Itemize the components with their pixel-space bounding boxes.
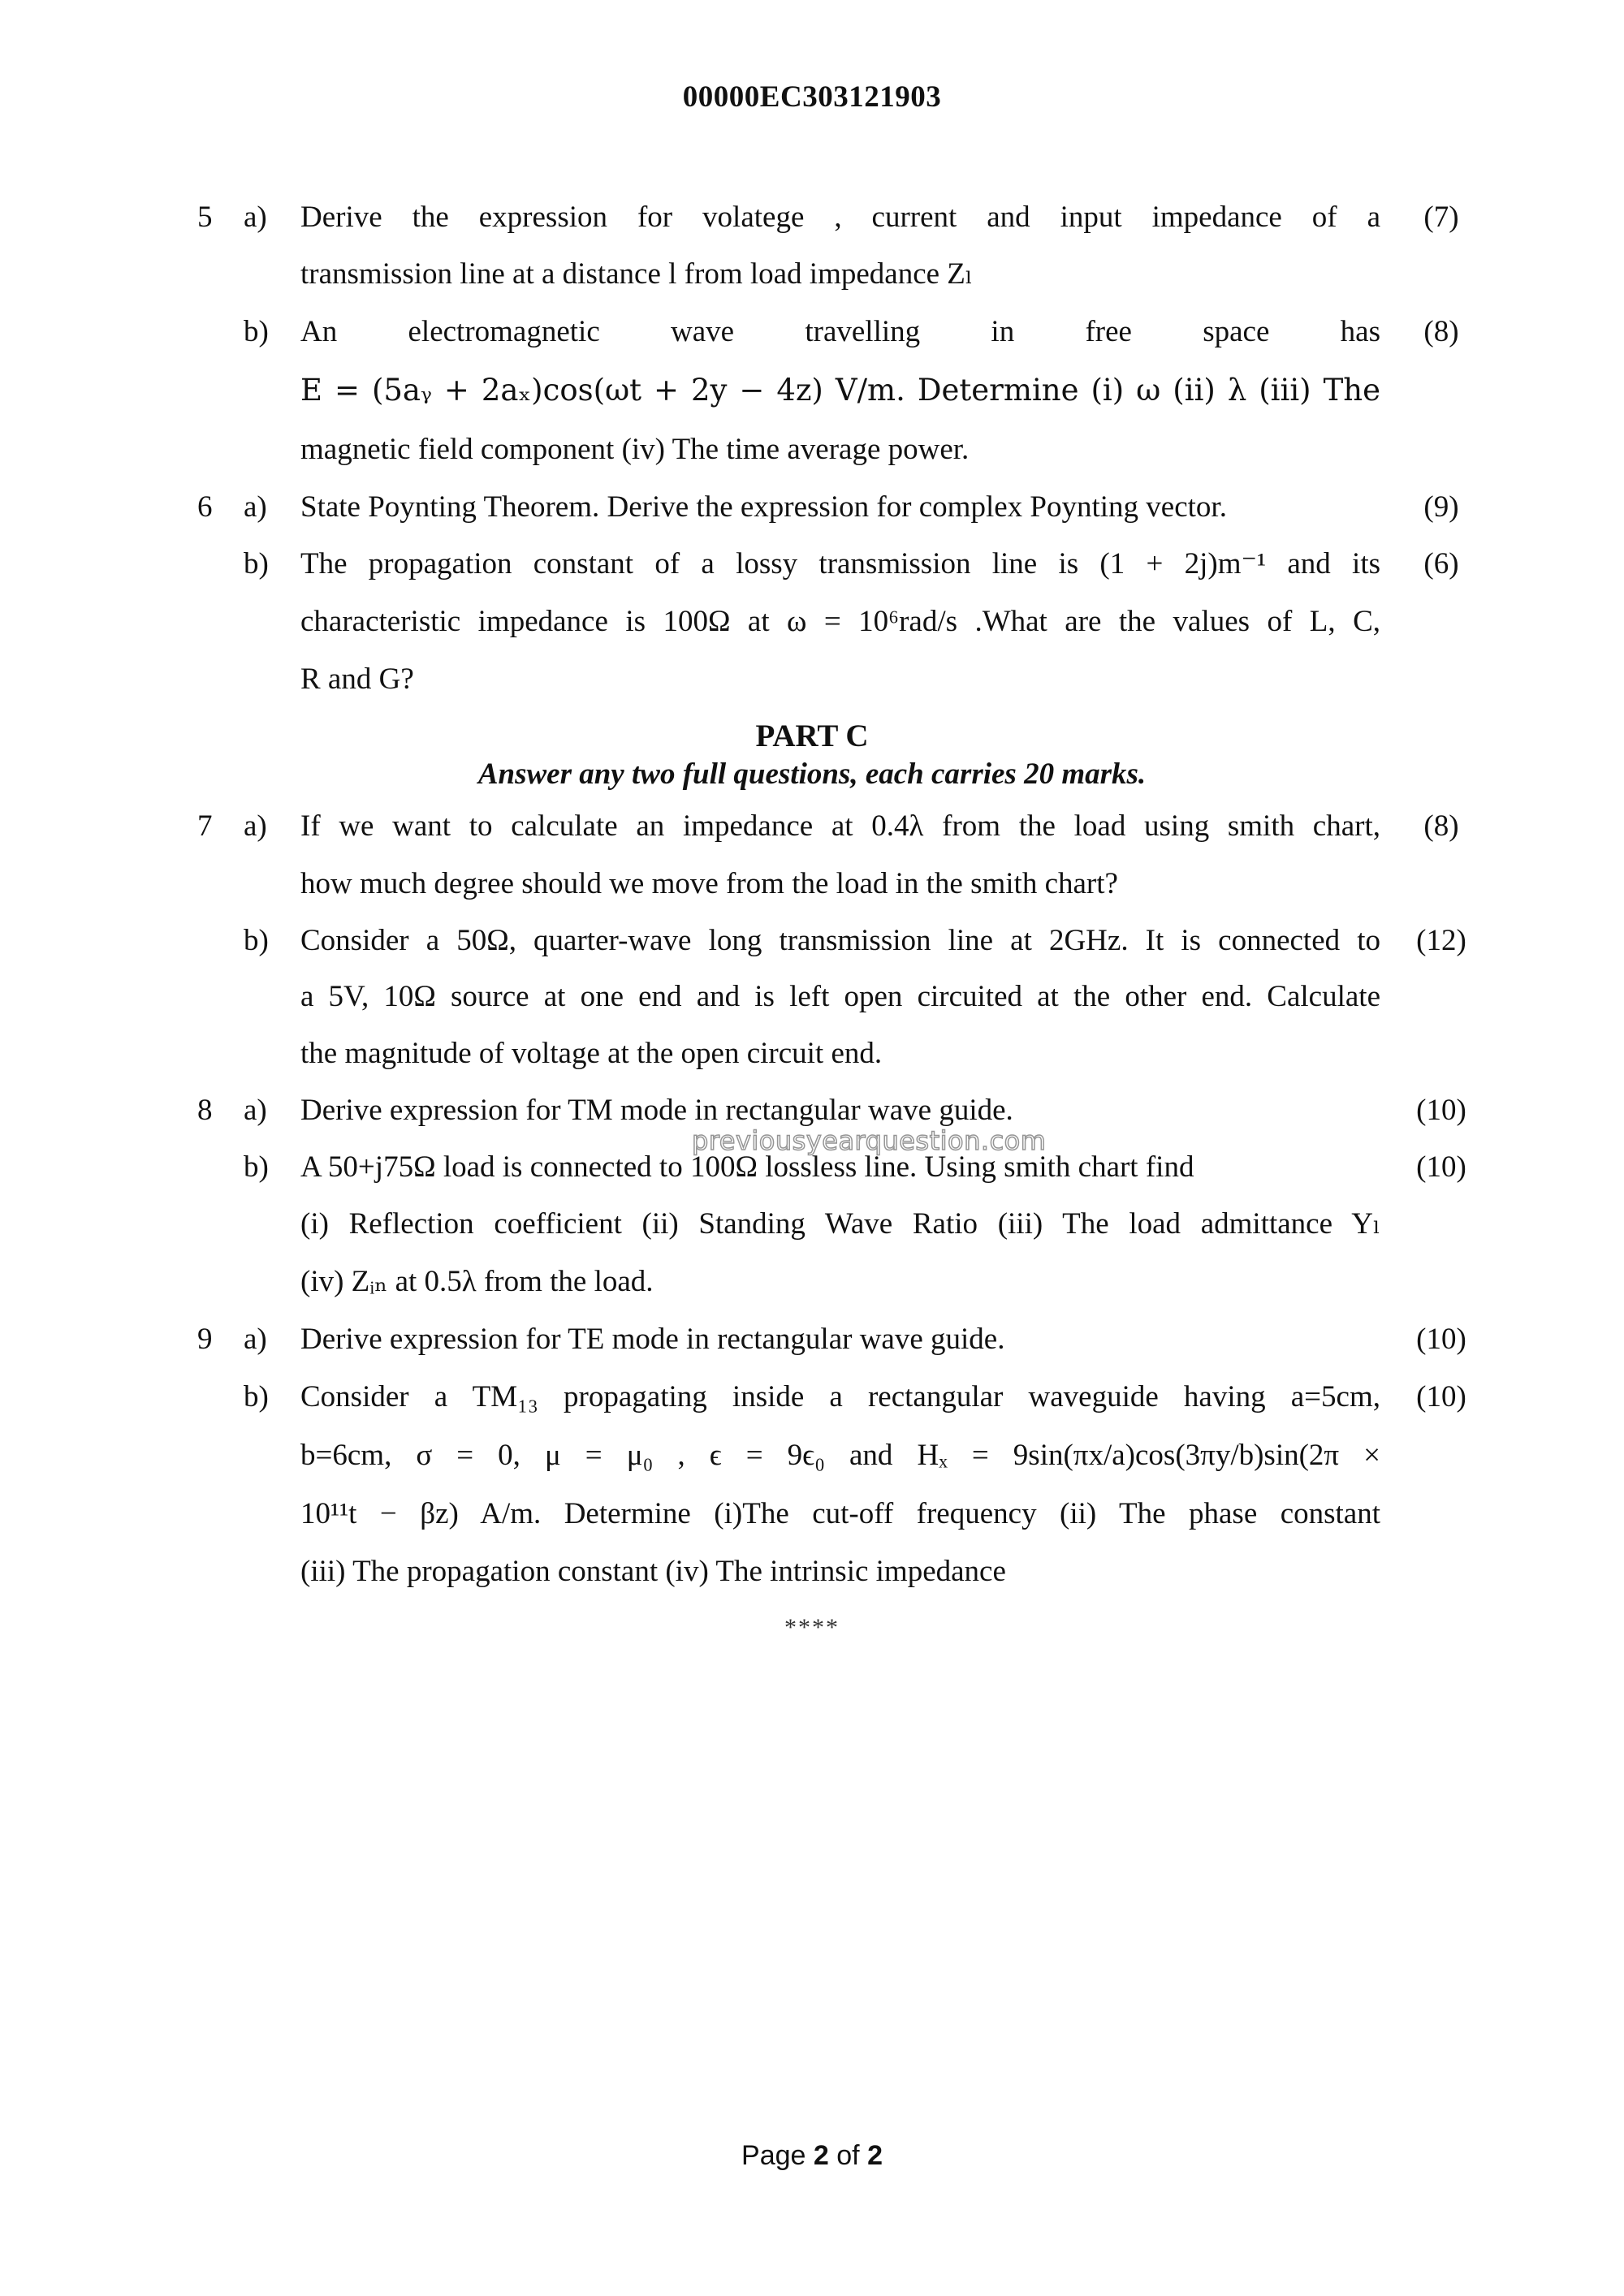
question-line: characteristic impedance is 100Ω at ω = 10⁶rad/s .What are the values of L, C,: [300, 605, 1380, 638]
part-title: PART C: [755, 719, 869, 753]
question-line: Consider a TM₁₃ propagating inside a rectangular waveguide having a=5cm,: [300, 1380, 1380, 1413]
end-marker: ****: [784, 1614, 840, 1641]
question-marks: (10): [1416, 1150, 1466, 1184]
question-number: 5: [197, 201, 213, 234]
question-line: Derive expression for TE mode in rectangular wave guide.: [300, 1323, 1005, 1356]
question-line: An electromagnetic wave travelling in free space has: [300, 315, 1380, 348]
question-line: Derive expression for TM mode in rectangular wave guide.: [300, 1094, 1013, 1127]
question-line: 10¹¹t − βz) A/m. Determine (i)The cut-off frequency (ii) The phase constant: [300, 1497, 1380, 1530]
question-line: the magnitude of voltage at the open circuit end.: [300, 1037, 883, 1070]
page-footer: [0, 2140, 1624, 2172]
question-sub: a): [244, 1094, 267, 1127]
question-line: a 5V, 10Ω source at one end and is left open circuited at the other end. Calculate: [300, 980, 1380, 1013]
question-line: (iv) Zᵢₙ at 0.5λ from the load.: [300, 1265, 654, 1298]
question-marks: (7): [1423, 201, 1459, 234]
watermark: previousyearquestion.com: [692, 1125, 1047, 1156]
question-sub: b): [244, 547, 269, 580]
question-number: 9: [197, 1323, 213, 1356]
of-label: of: [836, 2140, 860, 2171]
question-marks: (10): [1416, 1323, 1466, 1356]
question-line: E = (5aᵧ + 2aₓ)cos(ωt + 2y − 4z) V/m. Determine (i) ω (ii) λ (iii) The: [300, 373, 1380, 408]
question-line: If we want to calculate an impedance at 0.4λ from the load using smith chart,: [300, 809, 1380, 843]
question-marks: (10): [1416, 1380, 1466, 1413]
question-marks: (12): [1416, 924, 1466, 957]
question-line: Derive the expression for volatege , current and input impedance of a: [300, 201, 1380, 234]
question-line: A 50+j75Ω load is connected to 100Ω lossless line. Using smith chart find: [300, 1150, 1194, 1184]
question-line: b=6cm, σ = 0, μ = μ₀ , ϵ = 9ϵ₀ and Hₓ = 9sin(πx/a)cos(3πy/b)sin(2π ×: [300, 1439, 1380, 1472]
question-marks: (10): [1416, 1094, 1466, 1127]
question-sub: b): [244, 1380, 269, 1413]
question-sub: b): [244, 315, 269, 348]
question-sub: b): [244, 924, 269, 957]
question-line: (i) Reflection coefficient (ii) Standing Wave Ratio (iii) The load admittance Yₗ: [300, 1207, 1380, 1241]
paper-code: 00000EC303121903: [682, 80, 942, 114]
part-instruction: Answer any two full questions, each carries 20 marks.: [477, 757, 1147, 791]
question-number: 7: [197, 809, 213, 843]
question-sub: a): [244, 809, 267, 843]
question-marks: (8): [1423, 809, 1459, 843]
page-total: 2: [867, 2140, 883, 2171]
page-label: Page: [741, 2140, 806, 2171]
question-number: 8: [197, 1094, 213, 1127]
question-line: The propagation constant of a lossy transmission line is (1 + 2j)m⁻¹ and its: [300, 547, 1380, 580]
question-line: magnetic field component (iv) The time average power.: [300, 433, 970, 466]
question-line: R and G?: [300, 662, 414, 696]
page-current: 2: [813, 2140, 829, 2171]
question-marks: (8): [1423, 315, 1459, 348]
question-marks: (6): [1423, 547, 1459, 580]
question-marks: (9): [1423, 490, 1459, 524]
question-sub: a): [244, 201, 267, 234]
question-line: transmission line at a distance l from load impedance Zₗ: [300, 257, 973, 291]
question-line: Consider a 50Ω, quarter-wave long transmission line at 2GHz. It is connected to: [300, 924, 1380, 957]
question-line: how much degree should we move from the load in the smith chart?: [300, 867, 1118, 900]
question-sub: a): [244, 490, 267, 524]
question-sub: b): [244, 1150, 269, 1184]
question-number: 6: [197, 490, 213, 524]
question-line: (iii) The propagation constant (iv) The intrinsic impedance: [300, 1555, 1006, 1588]
question-sub: a): [244, 1323, 267, 1356]
question-line: State Poynting Theorem. Derive the expression for complex Poynting vector.: [300, 490, 1227, 524]
